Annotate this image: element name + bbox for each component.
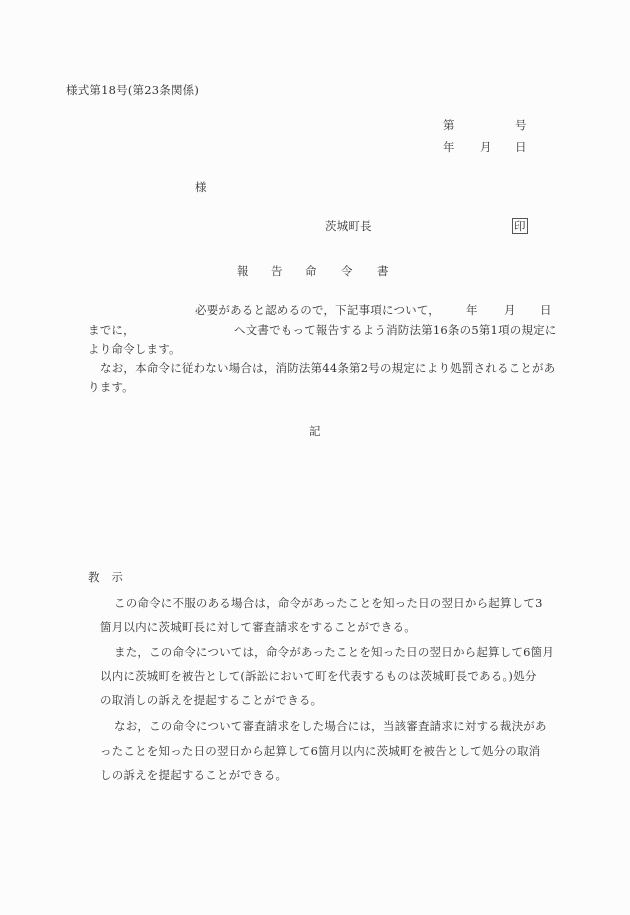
- form-label: 様式第18号(第23条関係): [66, 83, 200, 97]
- date-day-label: 日: [515, 140, 527, 154]
- title-char: 報: [237, 264, 249, 278]
- notice-para2-line3: の取消しの訴えを提起することができる。: [100, 693, 323, 707]
- deadline-year-label: 年: [466, 303, 478, 317]
- title-char: 命: [305, 264, 317, 278]
- notice-para1-line1: この命令に不服のある場合は，命令があったことを知った日の翌日から起算して3: [114, 596, 543, 610]
- ki-heading: 記: [309, 424, 321, 438]
- notice-para2-line2: 以内に茨城町を被告として(訴訟において町を代表するものは茨城町長である。)処分: [100, 669, 537, 683]
- date-year-label: 年: [443, 140, 455, 154]
- seal-mark: [512, 218, 528, 234]
- notice-para1-line2: 箇月以内に茨城町長に対して審査請求をすることができる。: [100, 620, 416, 634]
- body-line-5: ります。: [88, 380, 134, 394]
- notice-para2-line1: また，この命令については，命令があったことを知った日の翌日から起算して6箇月: [114, 645, 555, 659]
- body-line-2a: までに，: [88, 323, 135, 337]
- issuer-title: 茨城町長: [325, 219, 372, 233]
- notice-heading: 教 示: [88, 570, 124, 584]
- body-line-2b: へ文書でもって報告するよう消防法第16条の5第1項の規定に: [234, 323, 557, 337]
- body-line-4: なお，本命令に従わない場合は，消防法第44条第2号の規定により処罰されることがあ: [100, 361, 556, 375]
- deadline-month-label: 月: [504, 303, 516, 317]
- notice-para3-line1: なお，この命令について審査請求をした場合には，当該審査請求に対する裁決があ: [114, 719, 547, 733]
- body-line-1: 必要があると認めるので，下記事項について，: [195, 303, 441, 317]
- deadline-day-label: 日: [540, 303, 552, 317]
- recipient-suffix: 様: [195, 180, 207, 194]
- date-month-label: 月: [480, 140, 492, 154]
- title-char: 告: [271, 264, 283, 278]
- body-line-3: より命令します。: [88, 342, 181, 356]
- notice-para3-line3: しの訴えを提起することができる。: [100, 768, 288, 782]
- number-suffix: 号: [515, 118, 527, 132]
- title-char: 書: [377, 264, 389, 278]
- title-char: 令: [341, 264, 353, 278]
- notice-para3-line2: ったことを知った日の翌日から起算して6箇月以内に茨城町を被告として処分の取消: [100, 744, 541, 758]
- number-prefix: 第: [443, 118, 455, 132]
- seal-icon: 印: [514, 219, 526, 233]
